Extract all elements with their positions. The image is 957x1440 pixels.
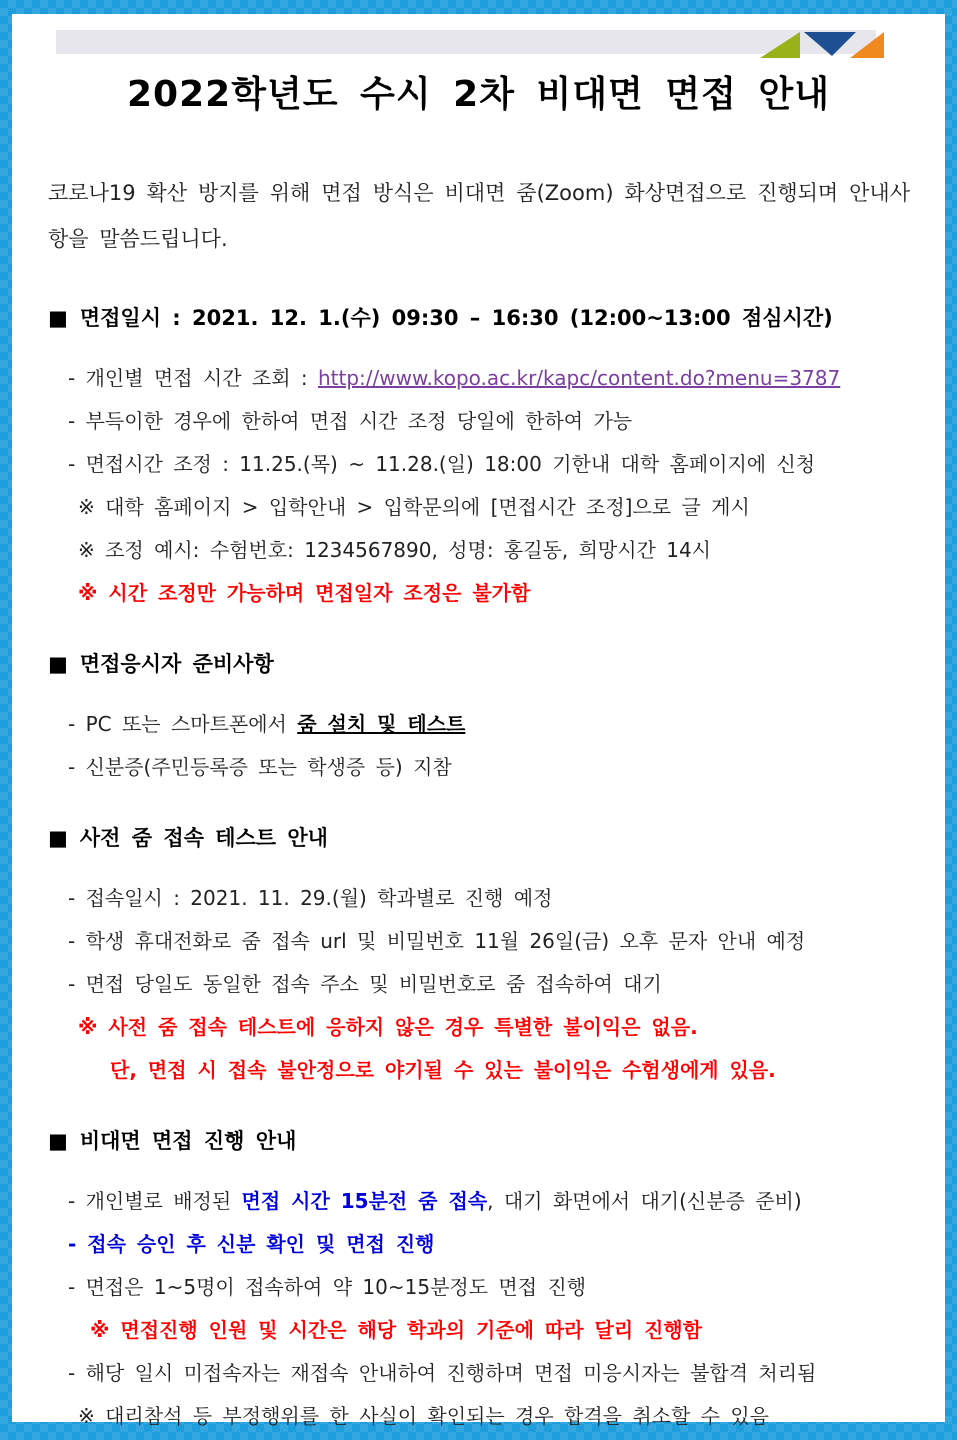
- square-bullet-icon: ■: [48, 306, 68, 330]
- note-item: ※ 조정 예시: 수험번호: 1234567890, 성명: 홍길동, 희망시간 14시: [78, 538, 712, 562]
- heading-text: 면접응시자 준비사항: [79, 652, 274, 676]
- logo-orange-shape: [850, 32, 884, 58]
- list-item: - 면접시간 조정 : 11.25.(목) ~ 11.28.(일) 18:00 기한내 대학 홈페이지에 신청: [68, 452, 816, 476]
- logo-navy-shape: [804, 32, 856, 56]
- list-item: - 면접 당일도 동일한 접속 주소 및 비밀번호로 줌 접속하여 대기: [68, 972, 662, 996]
- intro-paragraph: 코로나19 확산 방지를 위해 면접 방식은 비대면 줌(Zoom) 화상면접으로 진행되며 안내사항을 말씀드립니다.: [48, 181, 910, 251]
- section-preparation-heading: [48, 648, 274, 678]
- logo-olive-shape: [760, 32, 800, 58]
- list-item: - 해당 일시 미접속자는 재접속 안내하여 진행하며 면접 미응시자는 불합격 처리됨: [68, 1361, 817, 1385]
- emphasis-text: 접속 승인 후 신분 확인 및 면접 진행: [87, 1232, 435, 1256]
- notice-paper: [12, 14, 945, 1428]
- heading-text: 비대면 면접 진행 안내: [79, 1129, 297, 1153]
- list-item: - 접속일시 : 2021. 11. 29.(월) 학과별로 진행 예정: [68, 886, 553, 910]
- section-interview-process-heading: [48, 1125, 296, 1155]
- heading-text: 면접일시 : 2021. 12. 1.(수) 09:30 – 16:30 (12:00~13:00 점심시간): [79, 306, 833, 330]
- warning-note: ※ 면접진행 인원 및 시간은 해당 학과의 기준에 따라 달리 진행함: [90, 1318, 703, 1342]
- list-item: [68, 362, 840, 391]
- note-item: ※ 대학 홈페이지 > 입학안내 > 입학문의에 [면접시간 조정]으로 글 게시: [78, 495, 750, 519]
- header-bar: [56, 30, 876, 54]
- list-item: - 면접은 1~5명이 접속하여 약 10~15분정도 면접 진행: [68, 1275, 587, 1299]
- square-bullet-icon: ■: [48, 652, 68, 676]
- heading-text: 사전 줌 접속 테스트 안내: [79, 826, 328, 850]
- list-item: - 학생 휴대전화로 줌 접속 url 및 비밀번호 11월 26일(금) 오후 문자 안내 예정: [68, 929, 806, 953]
- warning-note: ※ 시간 조정만 가능하며 면접일자 조정은 불가함: [78, 581, 531, 605]
- item-text: - PC 또는 스마트폰에서: [68, 712, 298, 736]
- section-interview-date-heading: [48, 302, 833, 332]
- schedule-lookup-link[interactable]: http://www.kopo.ac.kr/kapc/content.do?menu=3787: [317, 366, 841, 390]
- list-item: - 신분증(주민등록증 또는 학생증 등) 지참: [68, 755, 452, 779]
- page-title: 2022학년도 수시 2차 비대면 면접 안내: [127, 74, 830, 115]
- warning-note-continued: 단, 면접 시 접속 불안정으로 야기될 수 있는 불이익은 수험생에게 있음.: [110, 1058, 776, 1082]
- square-bullet-icon: ■: [48, 826, 68, 850]
- emphasis-text: 면접 시간 15분전 줌 접속: [241, 1189, 488, 1213]
- item-text: - 개인별로 배정된: [68, 1189, 242, 1213]
- list-item: [68, 708, 465, 737]
- item-text: , 대기 화면에서 대기(신분증 준비): [487, 1189, 802, 1213]
- list-item: - 부득이한 경우에 한하여 면접 시간 조정 당일에 한하여 가능: [68, 409, 633, 433]
- list-item: [68, 1228, 435, 1257]
- item-text: - 개인별 면접 시간 조회 :: [68, 366, 318, 390]
- warning-note: ※ 사전 줌 접속 테스트에 응하지 않은 경우 특별한 불이익은 없음.: [78, 1015, 698, 1039]
- note-item: ※ 대리참석 등 부정행위를 한 사실이 확인되는 경우 합격을 취소할 수 있음: [78, 1404, 769, 1428]
- section-zoom-test-heading: [48, 822, 328, 852]
- emphasis-text: 줌 설치 및 테스트: [297, 712, 466, 736]
- item-dash: -: [68, 1232, 88, 1256]
- square-bullet-icon: ■: [48, 1129, 68, 1153]
- list-item: [68, 1185, 802, 1214]
- brand-logo: [760, 28, 888, 58]
